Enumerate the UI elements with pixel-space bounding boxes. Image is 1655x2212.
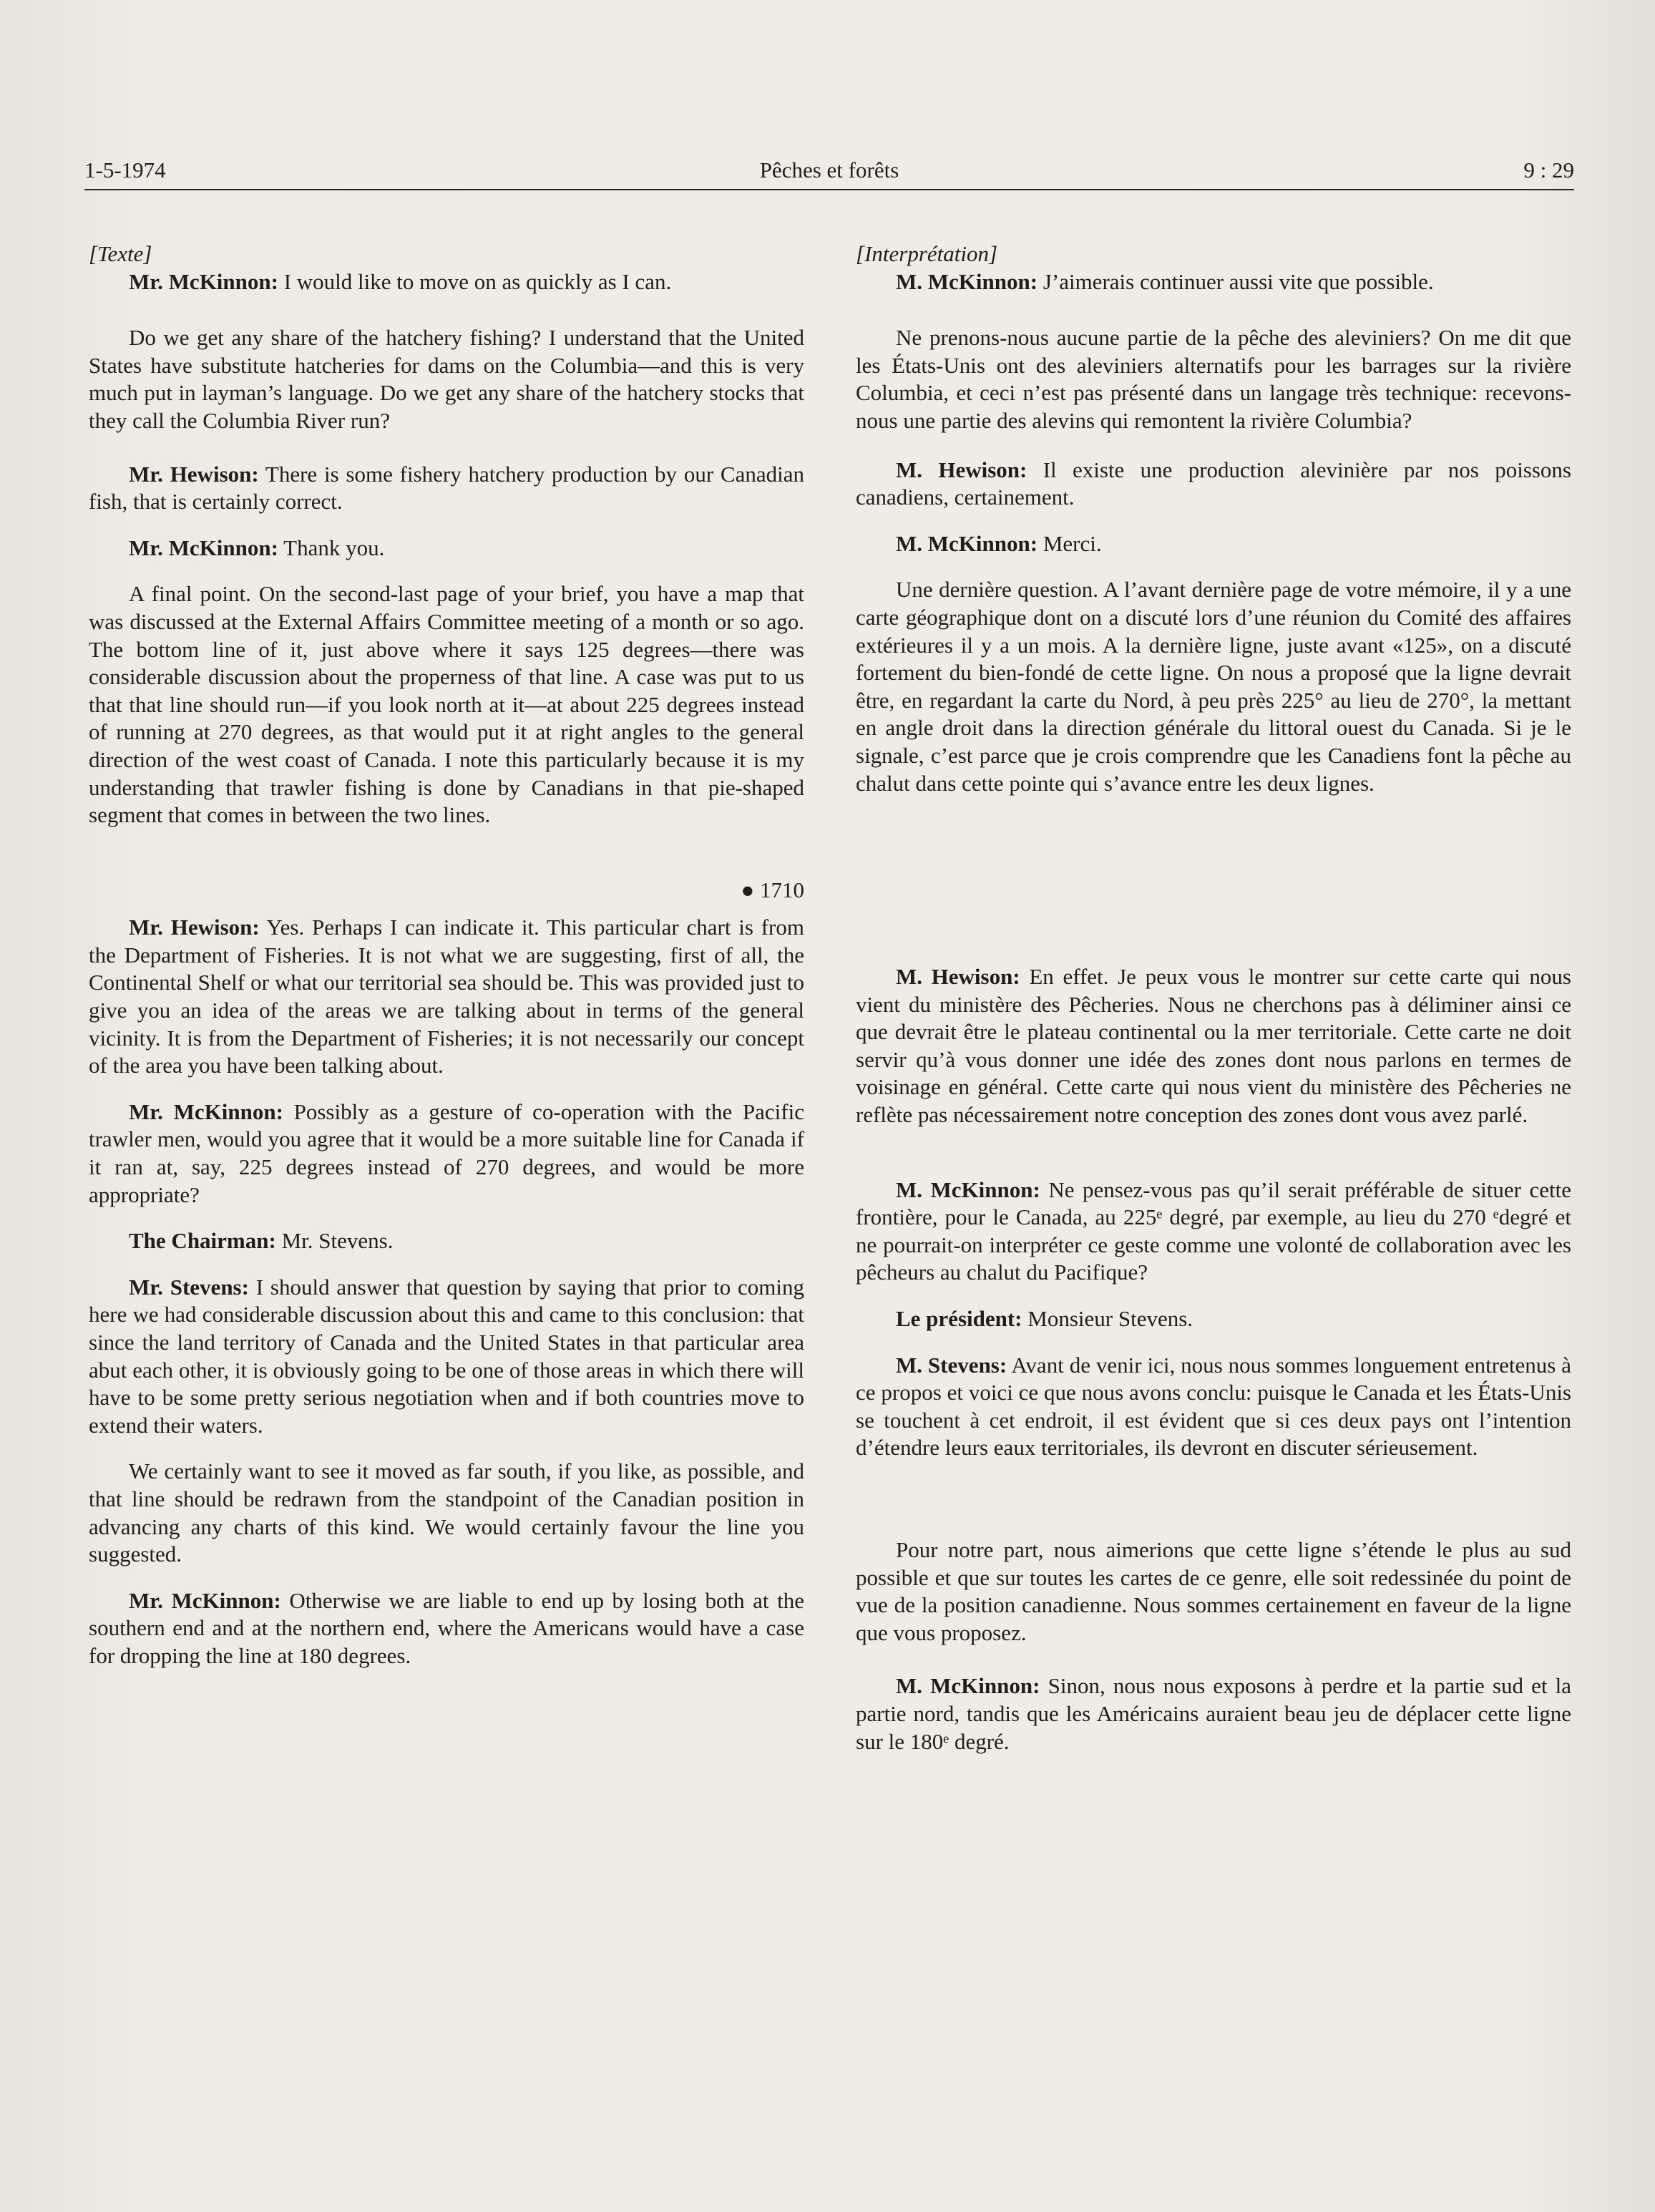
speaker: Mr. McKinnon: — [129, 1587, 281, 1613]
speech-text: En effet. Je peux vous le montrer sur cette carte qui nous vient du ministère des Pêcheries. Nous ne cherchons pas à déliminer ainsi ce que devrait être le plateau continental ou la mer territoriale. Cette carte ne doit servir qu’à vous donner une idée des zones dont nous parlons en termes de voisinage en général. Cette carte qui nous vient du ministère des Pêcheries ne reflète pas nécessairement notre conception des zones dont vous avez parlé. — [856, 964, 1571, 1128]
speech-text: I should answer that question by saying that prior to coming here we had considerable discussion about this and came to this conclusion: that since the land territory of Canada and the United States in that particular area abut each other, it is obviously going to be one of those areas in which there will have to be some pretty serious negotiation when and if both countries move to extend their waters. — [89, 1274, 804, 1438]
paragraph — [89, 1587, 804, 1670]
paragraph — [89, 461, 804, 516]
paragraph — [856, 324, 1571, 434]
speech-text: Thank you. — [278, 535, 385, 560]
speaker: M. McKinnon: — [896, 1176, 1040, 1202]
paragraph — [856, 1352, 1571, 1462]
speaker: M. McKinnon: — [896, 268, 1038, 294]
speech-text: Ne pensez-vous pas qu’il serait préférable de situer cette frontière, pour le Canada, au 225ᵉ degré, par exemple, au lieu du 270 ᵉdegré et ne pourrait-on interpréter ce geste comme une volonté de collaboration avec les pêcheurs au chalut du Pacifique? — [856, 1176, 1571, 1285]
paragraph — [856, 1536, 1571, 1647]
speaker: M. Stevens: — [896, 1352, 1007, 1378]
paragraph — [856, 457, 1571, 512]
speech-text: Ne prenons-nous aucune partie de la pêche des aleviniers? On me dit que les États-Unis ont des aleviniers alternatifs pour les barrages sur la rivière Columbia, et ceci n’est pas présenté dans un langage très technique: recevons-nous une partie des alevins qui remontent la rivière Columbia? — [856, 325, 1571, 433]
speaker: M. McKinnon: — [896, 530, 1038, 556]
speaker: Mr. McKinnon: — [129, 268, 278, 294]
speech-text: Otherwise we are liable to end up by losing both at the southern end and at the northern end, where the Americans would have a case for dropping the line at 180 degrees. — [89, 1587, 804, 1668]
header-date: 1-5-1974 — [84, 157, 166, 182]
speech-text: We certainly want to see it moved as far south, if you like, as possible, and that line should be redrawn from the standpoint of the Canadian position in advancing any charts of this kind. We would certainly favour the line you suggested. — [89, 1458, 804, 1567]
paragraph — [89, 268, 804, 296]
french-column — [856, 240, 1571, 1755]
speaker: The Chairman: — [129, 1228, 276, 1254]
paragraph — [89, 1274, 804, 1440]
speaker: M. Hewison: — [896, 457, 1027, 482]
speech-text: A final point. On the second-last page of your brief, you have a map that was discussed at the External Affairs Committee meeting of a month or so ago. The bottom line of it, just above where it says 125 degrees—there was considerable discussion about the properness of that line. A case was put to us that that line should run—if you look north at it—at about 225 degrees instead of running at 270 degrees, as that would put it at right angles to the general direction of the west coast of Canada. I note this particularly because it is my understanding that trawler fishing is done by Canadians in that pie-shaped segment that comes in between the two lines. — [89, 581, 804, 828]
speech-text: Yes. Perhaps I can indicate it. This particular chart is from the Department of Fisheries. It is not what we are suggesting, first of all, the Continental Shelf or what our territorial sea should be. This was provided just to give you an idea of the areas we are talking about in terms of the general vicinity. It is from the Department of Fisheries; it is not necessarily our concept of the area you have been talking about. — [89, 915, 804, 1078]
time-marker: ● 1710 — [741, 877, 804, 902]
column-label: [Texte] — [89, 241, 152, 266]
speech-text: Mr. Stevens. — [275, 1228, 394, 1254]
speaker: M. McKinnon: — [896, 1673, 1040, 1699]
paragraph — [856, 1176, 1571, 1287]
paragraph — [856, 530, 1571, 558]
speaker: Mr. McKinnon: — [129, 1098, 283, 1124]
paragraph — [856, 268, 1571, 296]
page-header — [84, 153, 1574, 190]
paragraph — [89, 1227, 804, 1255]
speaker: Le président: — [896, 1306, 1022, 1332]
speech-text: Pour notre part, nous aimerions que cette ligne s’étende le plus au sud possible et que sur toutes les cartes de ce genre, elle soit redessinée du point de vue de la position canadienne. Nous sommes certainement en faveur de la ligne que vous proposez. — [856, 1537, 1571, 1645]
speech-text: Possibly as a gesture of co-operation with the Pacific trawler men, would you agree that it would be a more suitable line for Canada if it ran at, say, 225 degrees instead of 270 degrees, and would be more appropriate? — [89, 1098, 804, 1207]
speaker: Mr. McKinnon: — [129, 535, 278, 560]
header-title: Pêches et forêts — [759, 157, 899, 182]
speech-text: There is some fishery hatchery production by our Canadian fish, that is certainly correct. — [89, 461, 804, 515]
english-column — [89, 240, 804, 1670]
speech-text: Sinon, nous nous exposons à perdre et la partie sud et la partie nord, tandis que les Américains auraient beau jeu de déplacer cette ligne sur le 180ᵉ degré. — [856, 1673, 1571, 1754]
paragraph — [856, 1305, 1571, 1333]
speaker: M. Hewison: — [896, 964, 1020, 990]
paragraph — [89, 1458, 804, 1568]
column-label: [Interprétation] — [856, 241, 998, 266]
speech-text: Do we get any share of the hatchery fishing? I understand that the United States have substitute hatcheries for dams on the Columbia—and this is very much put in layman’s language. Do we get any share of the hatchery stocks that they call the Columbia River run? — [89, 325, 804, 433]
paragraph — [89, 580, 804, 829]
speaker: Mr. Stevens: — [129, 1274, 249, 1300]
speaker: Mr. Hewison: — [129, 915, 260, 940]
speech-text: Il existe une production alevinière par nos poissons canadiens, certainement. — [856, 457, 1572, 510]
speech-text: Une dernière question. A l’avant dernière page de votre mémoire, il y a une carte géographique dont on a discuté lors d’une réunion du Comité des affaires extérieures il y a un mois. A la dernière ligne, juste avant «125», on a discuté fortement du bien-fondé de cette ligne. On nous a proposé que la ligne devrait être, en regardant la carte du Nord, à peu près 225° au lieu de 270°, la mettant en angle droit dans la direction générale du littoral ouest du Canada. Si je le signale, c’est parce que je crois comprendre que les Canadiens font la pêche au chalut dans cette pointe qui s’avance entre les deux lignes. — [856, 577, 1571, 796]
paragraph — [89, 914, 804, 1080]
paragraph — [89, 535, 804, 562]
paragraph — [856, 963, 1571, 1129]
speech-text: J’aimerais continuer aussi vite que possible. — [1038, 268, 1434, 294]
speech-text: I would like to move on as quickly as I can. — [278, 268, 672, 294]
paragraph — [89, 324, 804, 434]
speech-text: Monsieur Stevens. — [1022, 1306, 1193, 1332]
paragraph — [89, 1098, 804, 1209]
paragraph — [856, 1672, 1571, 1755]
speaker: Mr. Hewison: — [129, 461, 259, 487]
speech-text: Avant de venir ici, nous nous sommes longuement entretenus à ce propos et voici ce que nous avons conclu: puisque le Canada et les États-Unis se touchent à cet endroit, il est évident que si ces deux pays ont l’intention d’étendre leurs eaux territoriales, ils devront en discuter sérieusement. — [856, 1352, 1571, 1461]
speech-text: Merci. — [1038, 530, 1102, 556]
paragraph — [856, 576, 1571, 797]
header-page-number: 9 : 29 — [1523, 157, 1574, 182]
